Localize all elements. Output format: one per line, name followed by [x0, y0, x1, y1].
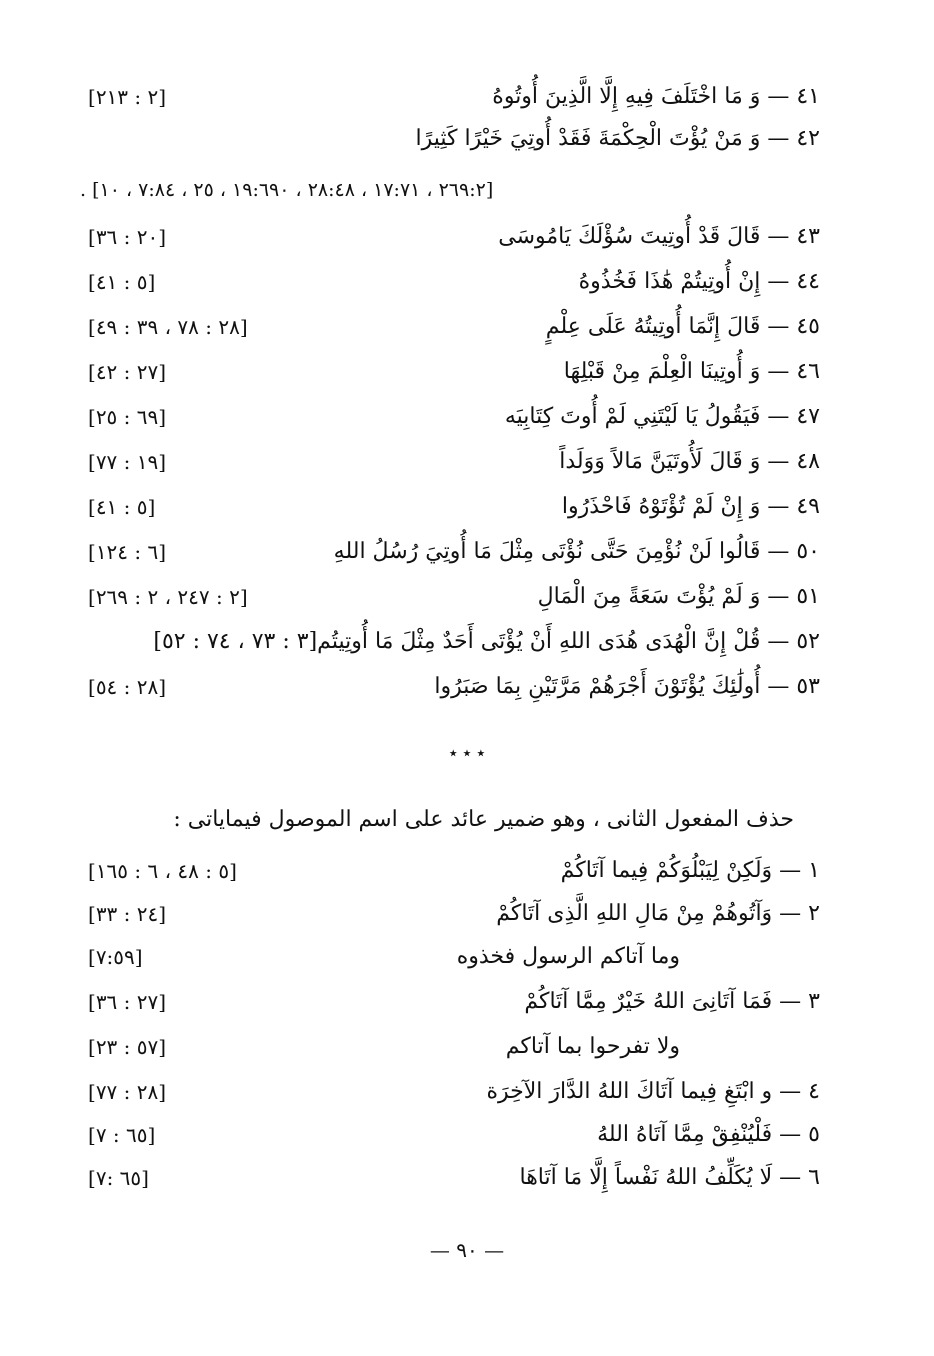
verse-entry — [80, 576, 820, 618]
verse-entry — [80, 1071, 820, 1113]
verse-text: ٤٢ — وَ مَنْ يُؤْتَ الْحِكْمَةَ فَقَدْ أُوتِيَ خَيْرًا كَثِيرًا — [415, 126, 820, 151]
verse-reference: [٢٧ : ٤٢] — [88, 360, 167, 384]
verse-reference: [٢٨ : ٥٤] — [88, 675, 167, 699]
page-number: — ٩٠ — — [429, 1238, 505, 1262]
verse-entry — [80, 351, 820, 393]
section-heading: حذف المفعول الثانى ، وهو ضمير عائد على اسم الموصول فيماياتى : — [173, 807, 794, 832]
verse-reference: [٥ : ٤١] — [88, 270, 156, 294]
verse-entry — [80, 306, 820, 348]
references-line: [٢٦٩:٢ ، ١٧:٧١ ، ٢٨:٤٨ ، ١٩:٦٩٠ ، ٢٥ ، ٧:٨٤ ، ١٠] . — [80, 179, 494, 201]
verse-reference: [٢٠ : ٣٦] — [88, 225, 167, 249]
verse-note: وما آتاكم الرسول فخذوه — [456, 944, 680, 969]
verse-text: ٦ — لَا يُكَلِّفُ اللهُ نَفْساً إِلَّا مَا آتَاهَا — [519, 1165, 820, 1190]
verse-entry — [80, 441, 820, 483]
section-separator: ٭ ٭ ٭ — [448, 743, 486, 762]
verse-text: ٢ — وَآتُوهُمْ مِنْ مَالِ اللهِ الَّذِى آتَاكُمْ — [496, 901, 820, 926]
verse-note: ولا تفرحوا بما آتاكم — [505, 1034, 680, 1059]
verse-entry — [80, 981, 820, 1023]
verse-reference: [٢٧ : ٣٦] — [88, 990, 167, 1014]
verse-text: ٥٣ — أُولَٰئِكَ يُؤْتَوْنَ أَجْرَهُمْ مَرَّتَيْنِ بِمَا صَبَرُوا — [434, 674, 820, 699]
verse-entry — [80, 936, 820, 978]
verse-text: ٤١ — وَ مَا اخْتَلَفَ فِيهِ إِلَّا الَّذِينَ أُوتُوهُ — [492, 84, 820, 109]
verse-text: ٤٥ — قَالَ إِنَّمَا أُوتِيتُهُ عَلَى عِلْمٍ — [545, 314, 820, 339]
verse-text: ٣ — فَمَا آتَانِىَ اللهُ خَيْرٌ مِمَّا آتَاكُمْ — [524, 989, 820, 1014]
verse-entry — [80, 396, 820, 438]
verse-entry — [80, 850, 820, 892]
verse-text: ٤ — و ابْتَغِ فِيما آتَاكَ اللهُ الدَّارَ الآخِرَة — [486, 1079, 820, 1104]
verse-reference: [٢ : ٢٤٧ ، ٢ : ٢٦٩] — [88, 585, 248, 609]
verse-reference: [١٩ : ٧٧] — [88, 450, 167, 474]
verse-reference: [٥٧ : ٢٣] — [88, 1035, 167, 1059]
verse-text: ٥٠ — قَالُوا لَنْ نُؤْمِنَ حَتَّى نُؤْتَى مِثْلَ مَا أُوتِيَ رُسُلُ اللهِ — [333, 539, 820, 564]
verse-reference: [٥ : ٤١] — [88, 495, 156, 519]
verse-entry — [80, 118, 820, 160]
verse-text: ٤٤ — إِنْ أُوتِيتُمْ هَٰذَا فَخُذُوهُ — [578, 269, 820, 294]
verse-reference: [٦٩ : ٢٥] — [88, 405, 167, 429]
verse-text: ٤٣ — قَالَ قَدْ أُوتِيتَ سُؤْلَكَ يَامُوسَى — [498, 224, 820, 249]
verse-text: ٤٨ — وَ قَالَ لَأُوتَيَنَّ مَالاً وَوَلَداً — [559, 449, 820, 474]
verse-reference: [٦ : ١٢٤] — [88, 540, 167, 564]
verse-entry — [80, 893, 820, 935]
verse-entry — [80, 1026, 820, 1068]
verse-reference: [٢٨ : ٧٧] — [88, 1080, 167, 1104]
verse-entry — [80, 76, 820, 118]
verse-text: ١ — وَلَكِنْ لِيَبْلُوَكُمْ فِيما آتَاكُمْ — [560, 858, 820, 883]
verse-reference: [٥ : ٤٨ ، ٦ : ١٦٥] — [88, 859, 237, 883]
verse-entry — [80, 261, 820, 303]
verse-entry — [80, 216, 820, 258]
verse-entry — [80, 531, 820, 573]
verse-entry — [80, 1157, 820, 1199]
verse-entry — [80, 486, 820, 528]
verse-text: ٤٦ — وَ أُوتِينَا الْعِلْمَ مِنْ قَبْلِهَا — [563, 359, 820, 384]
verse-reference: [٦٥ : ٧] — [88, 1123, 156, 1147]
verse-text: ٥٢ — قُلْ إِنَّ الْهُدَى هُدَى اللهِ أَنْ يُؤْتَى أَحَدٌ مِثْلَ مَا أُوتِيتُم[٣ : ٧٣ ، ٧٤ : ٥٢] — [153, 629, 820, 654]
verse-reference: [٢ : ٢١٣] — [88, 85, 167, 109]
verse-entry — [80, 666, 820, 708]
verse-reference: [٧:٥٩] — [88, 945, 143, 969]
verse-text: ٤٩ — وَ إِنْ لَمْ تُؤْتَوْهُ فَاحْذَرُوا — [561, 494, 820, 519]
verse-reference: [٦٥ :٧] — [88, 1166, 149, 1190]
verse-text: ٥١ — وَ لَمْ يُؤْتَ سَعَةً مِنَ الْمَالِ — [537, 584, 820, 609]
verse-text: ٥ — فَلْيُنْفِقْ مِمَّا آتَاهُ اللهُ — [597, 1122, 820, 1147]
verse-reference: [٢٨ : ٧٨ ، ٣٩ : ٤٩] — [88, 315, 248, 339]
verse-entry — [80, 621, 820, 663]
verse-entry — [80, 1114, 820, 1156]
verse-reference: [٢٤ : ٣٣] — [88, 902, 167, 926]
verse-text: ٤٧ — فَيَقُولُ يَا لَيْتَنِي لَمْ أُوتَ كِتَابِيَه — [504, 404, 820, 429]
